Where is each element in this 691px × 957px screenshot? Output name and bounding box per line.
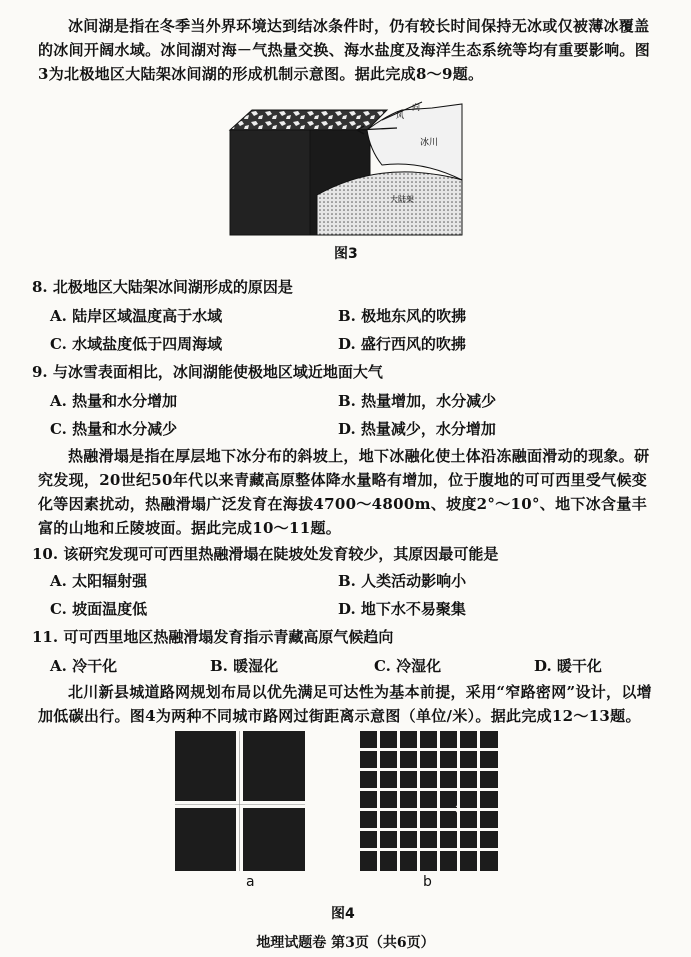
intro-paragraph-3: 北川新县城道路网规划布局以优先满足可达性为基本前提，采用“窄路密网”设计，以增加低碳出行。图4为两种不同城市路网过街距离示意图（单位/米）。据此完成12～13题。 bbox=[38, 683, 652, 725]
q8-option-a: A. 陆岸区域温度高于水域 bbox=[50, 307, 223, 325]
intro-paragraph-1: 冰间湖是指在冬季当外界环境达到结冰条件时，仍有较长时间保持无冰或仅被薄冰覆盖的冰间开阔水域。冰间湖对海－气热量交换、海水盐度及海洋生态系统等均有重要影响。图3为北极地区大陆架冰间湖的形成机制示意图。据此完成8～9题。 bbox=[38, 17, 651, 83]
question-9-stem: 9. 与冰雪表面相比，冰间湖能使极地区域近地面大气 bbox=[32, 363, 383, 381]
q9-option-a: A. 热量和水分增加 bbox=[50, 392, 178, 410]
q8-option-c: C. 水域盐度低于四周海域 bbox=[50, 335, 223, 353]
figure-4b-label: b bbox=[423, 874, 432, 890]
question-8-stem: 8. 北极地区大陆架冰间湖形成的原因是 bbox=[32, 278, 293, 296]
figure-4b-diagram bbox=[360, 731, 498, 871]
q10-option-d: D. 地下水不易聚集 bbox=[338, 600, 466, 618]
page-footer: 地理试题卷 第3页（共6页） bbox=[256, 935, 435, 951]
q9-option-b: B. 热量增加，水分减少 bbox=[338, 392, 497, 410]
q8-option-d: D. 盛行西风的吹拂 bbox=[338, 335, 466, 353]
q10-option-c: C. 坡面温度低 bbox=[50, 600, 148, 618]
q8-option-b: B. 极地东风的吹拂 bbox=[338, 307, 467, 325]
q10-option-b: B. 人类活动影响小 bbox=[338, 572, 467, 590]
fig3-wind-label: 风 bbox=[396, 111, 404, 120]
q11-option-c: C. 冷湿化 bbox=[374, 657, 442, 675]
q11-option-d: D. 暖干化 bbox=[534, 657, 602, 675]
figure-4a-label: a bbox=[246, 874, 255, 890]
q10-option-a: A. 太阳辐射强 bbox=[50, 572, 148, 590]
q11-option-b: B. 暖湿化 bbox=[210, 657, 279, 675]
intro-paragraph-2: 热融滑塌是指在厚层地下冰分布的斜坡上，地下冰融化使土体沿冻融面滑动的现象。研究发现，20世纪50年代以来青藏高原整体降水量略有增加，位于腹地的可可西里受气候变化等因素扰动，热融滑塌广泛发育在海拔4700～4800m、坡度2°～10°、地下冰含量丰富的山地和丘陵坡面。据此完成10～11题。 bbox=[38, 447, 650, 537]
question-10-stem: 10. 该研究发现可可西里热融滑塌在陡坡处发育较少，其原因最可能是 bbox=[32, 545, 499, 563]
q9-option-c: C. 热量和水分减少 bbox=[50, 420, 178, 438]
q9-option-d: D. 热量减少，水分增加 bbox=[338, 420, 496, 438]
figure-3-diagram bbox=[222, 100, 467, 238]
figure-4-caption: 图4 bbox=[331, 906, 355, 922]
fig3-wind-label-2: 向 bbox=[412, 103, 420, 112]
q11-option-a: A. 冷干化 bbox=[50, 657, 118, 675]
fig3-glacier-label: 冰川 bbox=[420, 138, 439, 148]
figure-3-caption: 图3 bbox=[334, 246, 358, 262]
fig3-shelf-label: 大陆架 bbox=[390, 195, 414, 204]
figure-4a-diagram bbox=[175, 731, 305, 871]
question-11-stem: 11. 可可西里地区热融滑塌发育指示青藏高原气候趋向 bbox=[32, 628, 394, 646]
